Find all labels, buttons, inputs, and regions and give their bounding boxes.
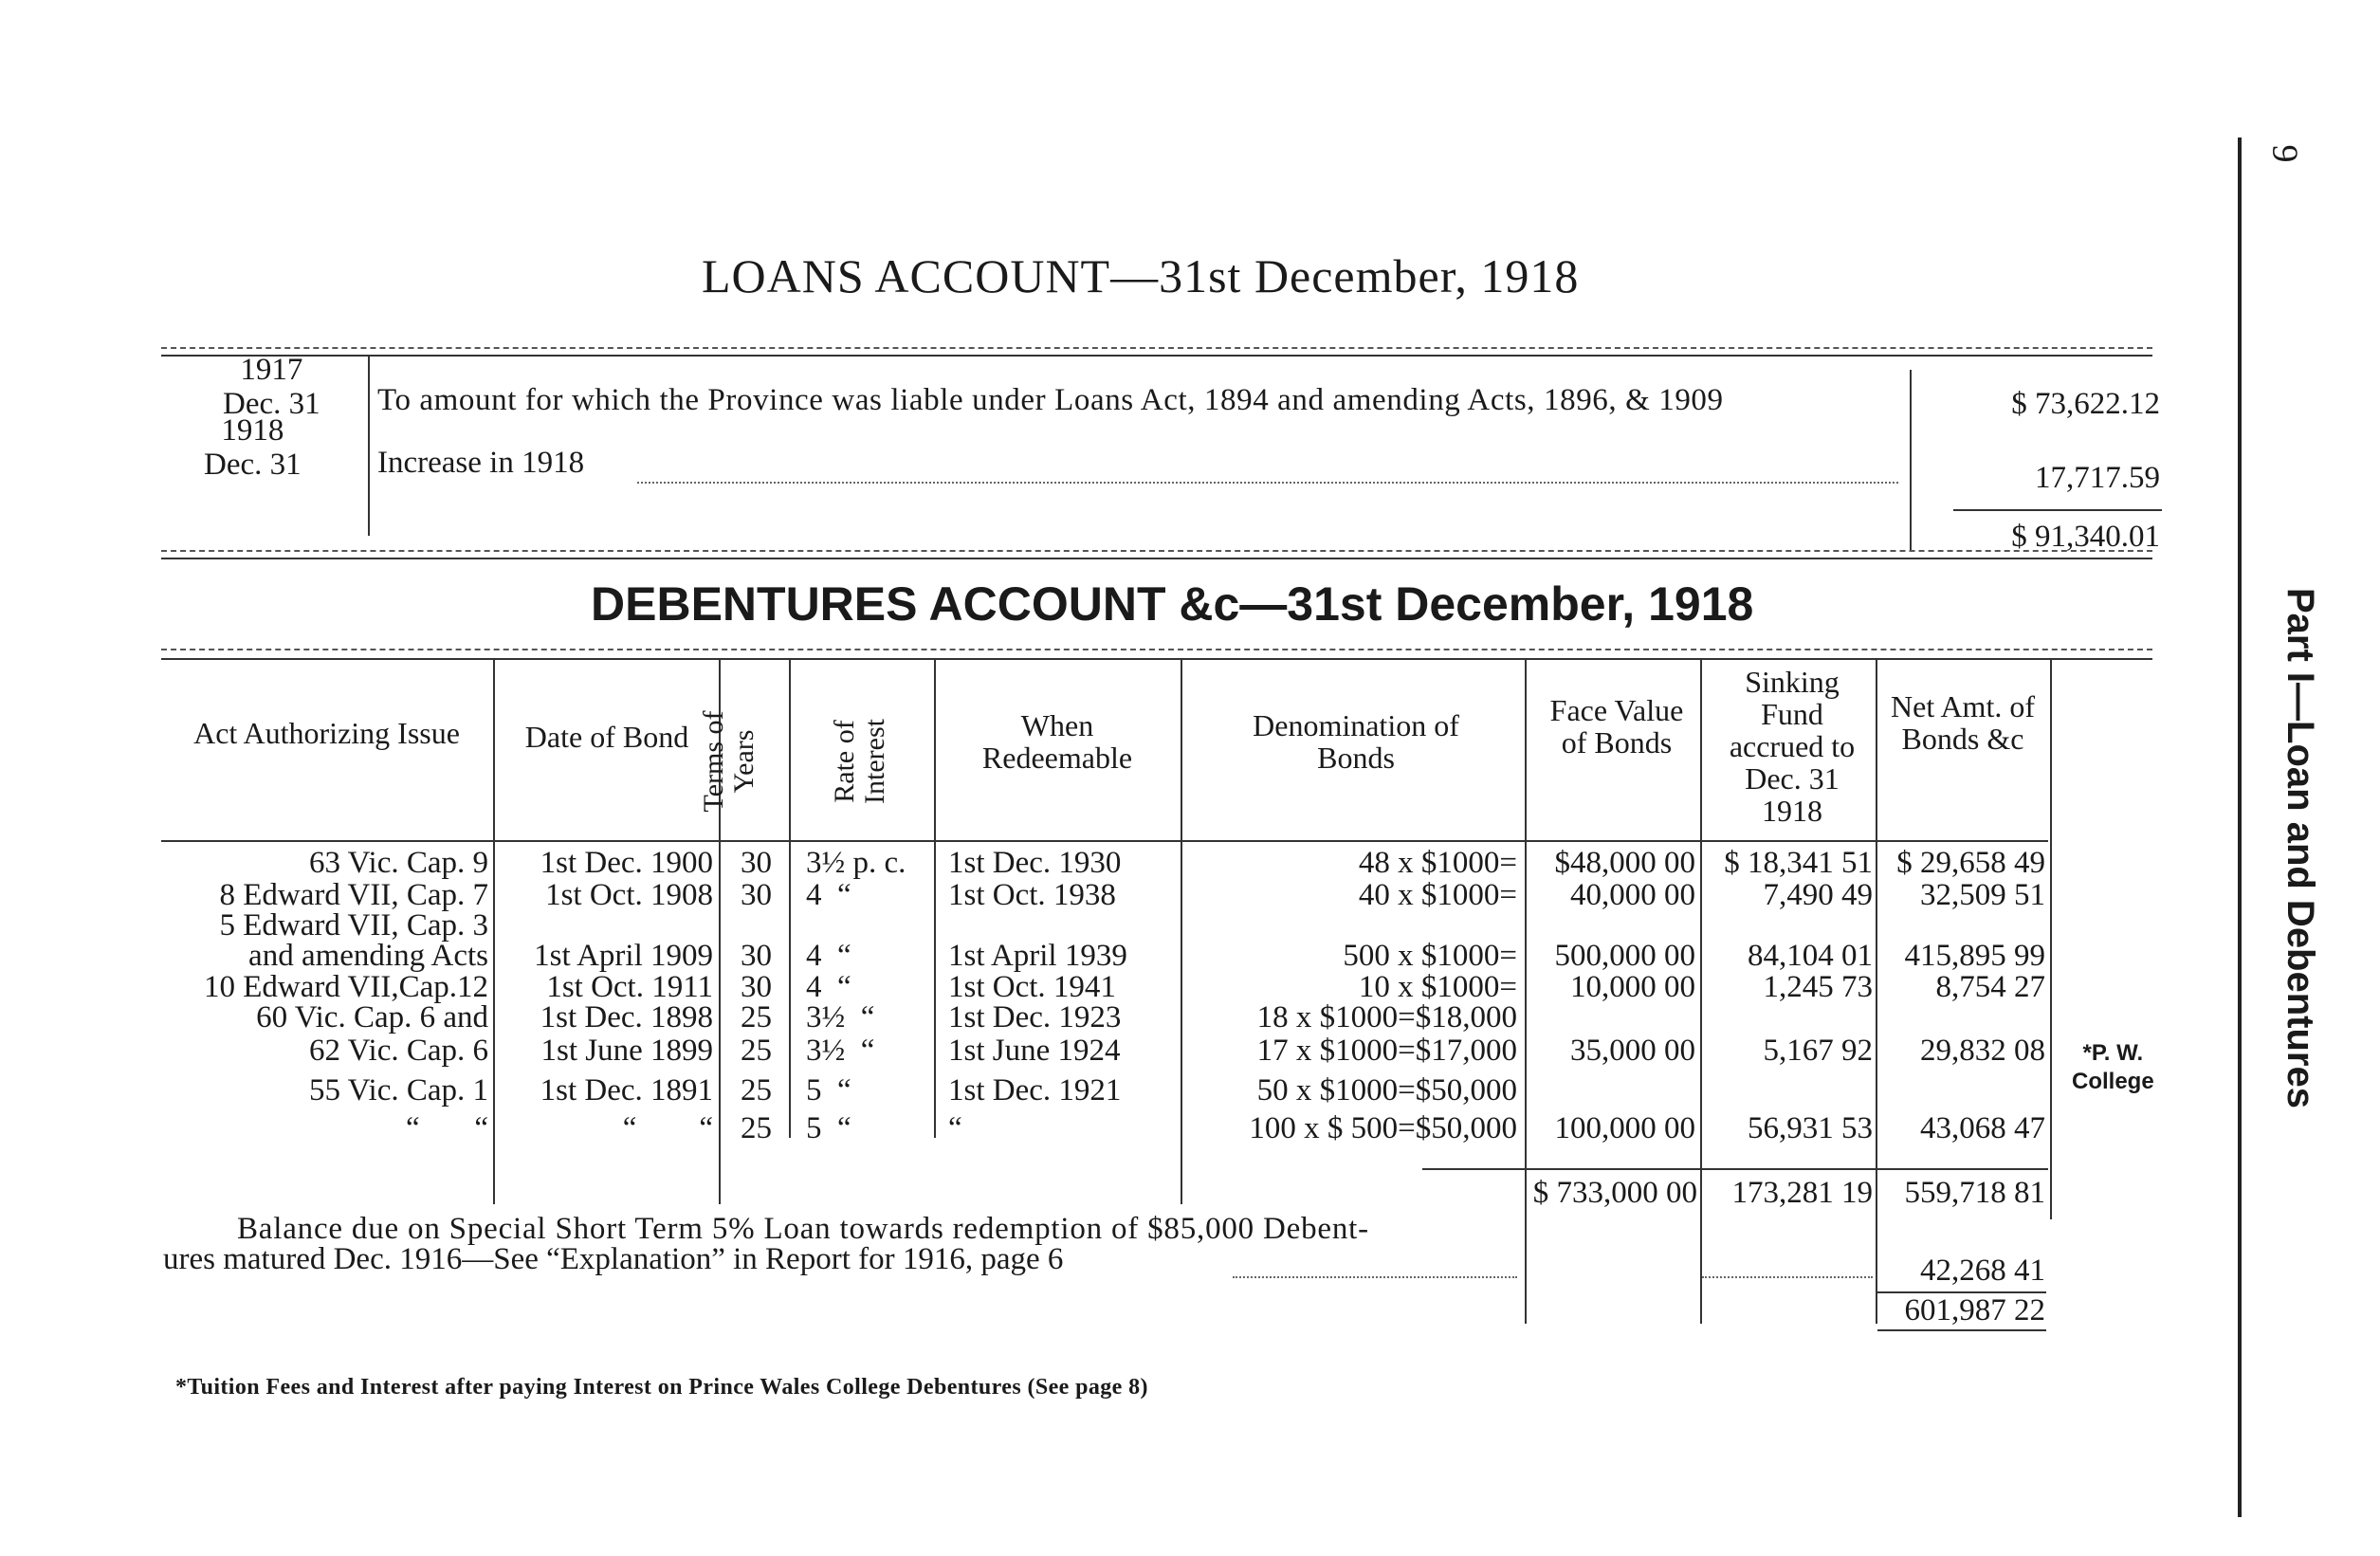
row-8-act: 55 Vic. Cap. 1: [309, 1073, 488, 1108]
row-7-net: 29,832 08: [1920, 1034, 2045, 1068]
row-5-terms: 30: [741, 970, 772, 1004]
row-1-face: $48,000 00: [1554, 846, 1695, 880]
row-7-when: 1st June 1924: [948, 1034, 1121, 1068]
header-face: Face Value of Bonds: [1549, 693, 1684, 760]
page-margin-rule: [2238, 137, 2242, 1517]
grand-total-underline: [1877, 1329, 2046, 1331]
loans-date-1918: 1918 Dec. 31: [204, 413, 302, 482]
row-9-sinking: 56,931 53: [1748, 1111, 1873, 1145]
loans-row-2-leader: [637, 482, 1898, 484]
side-note-pw-college: *P. W. College: [2072, 1040, 2154, 1094]
row-7-sinking: 5,167 92: [1763, 1034, 1873, 1068]
debentures-top-rule: [161, 649, 2152, 650]
row-4-rate: 4 “: [806, 939, 851, 973]
row-9-when: “: [948, 1111, 962, 1145]
row-2-when: 1st Oct. 1938: [948, 878, 1116, 912]
row-5-net: 8,754 27: [1935, 970, 2045, 1004]
debentures-title: DEBENTURES ACCOUNT &c—31st December, 1918: [591, 577, 1754, 631]
header-sinking: Sinking Fund accrued to Dec. 31 1918: [1729, 665, 1856, 828]
balance-text-2: ures matured Dec. 1916—See “Explanation” in Report for 1916, page 6: [163, 1242, 1064, 1276]
row-2-net: 32,509 51: [1920, 878, 2045, 912]
row-4-when: 1st April 1939: [948, 939, 1127, 973]
row-1-when: 1st Dec. 1930: [948, 846, 1122, 880]
row-4-terms: 30: [741, 939, 772, 973]
row-4-act: and amending Acts: [248, 939, 488, 973]
balance-leader-2: [1702, 1276, 1873, 1278]
row-6-rate: 3½ “: [806, 1000, 875, 1034]
row-7-face: 35,000 00: [1570, 1034, 1695, 1068]
row-5-sinking: 1,245 73: [1763, 970, 1873, 1004]
row-9-terms: 25: [741, 1111, 772, 1145]
total-net: 559,718 81: [1904, 1176, 2045, 1210]
loans-total: $ 91,340.01: [2011, 520, 2160, 554]
footnote: *Tuition Fees and Interest after paying Interest on Prince Wales College Debentures (See page 8): [175, 1375, 1148, 1400]
header-act: Act Authorizing Issue: [193, 716, 460, 750]
row-4-date: 1st April 1909: [534, 939, 713, 973]
row-5-face: 10,000 00: [1570, 970, 1695, 1004]
balance-leader: [1233, 1276, 1517, 1278]
page-number: 9: [2264, 144, 2305, 163]
header-rate-text: Rate of Interest: [829, 719, 890, 804]
row-2-rate: 4 “: [806, 878, 851, 912]
balance-text-1: Balance due on Special Short Term 5% Loan towards redemption of $85,000 Debent-: [237, 1212, 1369, 1246]
row-6-when: 1st Dec. 1923: [948, 1000, 1122, 1034]
row-7-rate: 3½ “: [806, 1034, 875, 1068]
header-rate: [830, 667, 892, 856]
row-6-denom: 18 x $1000=$18,000: [1256, 1000, 1517, 1034]
col-divider-face: [1700, 660, 1702, 1324]
header-terms-text: Terms of Years: [698, 710, 760, 813]
row-5-rate: 4 “: [806, 970, 851, 1004]
row-5-when: 1st Oct. 1941: [948, 970, 1116, 1004]
debentures-header-rule: [161, 840, 2048, 842]
row-2-date: 1st Oct. 1908: [545, 878, 713, 912]
row-6-terms: 25: [741, 1000, 772, 1034]
row-6-act: 60 Vic. Cap. 6 and: [256, 1000, 488, 1034]
row-5-denom: 10 x $1000=: [1358, 970, 1517, 1004]
col-divider-terms: [789, 660, 791, 1138]
row-9-act: “ “: [405, 1111, 488, 1145]
header-date: Date of Bond: [524, 720, 689, 754]
row-1-act: 63 Vic. Cap. 9: [309, 846, 488, 880]
loans-bottom-rule: [161, 550, 2152, 552]
row-1-terms: 30: [741, 846, 772, 880]
header-when: When Redeemable: [981, 708, 1133, 775]
loans-row-1-desc: To amount for which the Province was liable under Loans Act, 1894 and amending Acts, 1896, & 1909: [377, 383, 1724, 417]
loans-top-rule: [161, 347, 2152, 349]
row-9-net: 43,068 47: [1920, 1111, 2045, 1145]
row-8-denom: 50 x $1000=$50,000: [1256, 1073, 1517, 1108]
loans-top-rule-2: [161, 355, 2152, 357]
col-divider-when: [1181, 660, 1182, 1204]
loans-date-divider: [368, 356, 370, 536]
total-sinking: 173,281 19: [1731, 1176, 1873, 1210]
row-5-act: 10 Edward VII,Cap.12: [204, 970, 488, 1004]
row-7-date: 1st June 1899: [540, 1034, 713, 1068]
row-5-date: 1st Oct. 1911: [546, 970, 713, 1004]
row-8-rate: 5 “: [806, 1073, 851, 1108]
row-6-date: 1st Dec. 1898: [540, 1000, 713, 1034]
loans-row-2-amount: 17,717.59: [2035, 461, 2160, 495]
balance-amount: 42,268 41: [1920, 1254, 2045, 1288]
loans-bottom-rule-2: [161, 558, 2152, 559]
row-9-face: 100,000 00: [1554, 1111, 1695, 1145]
row-1-denom: 48 x $1000=: [1358, 846, 1517, 880]
col-divider-net: [2050, 660, 2052, 1219]
totals-rule: [1422, 1168, 2048, 1170]
row-4-sinking: 84,104 01: [1748, 939, 1873, 973]
row-4-denom: 500 x $1000=: [1343, 939, 1517, 973]
total-face: $ 733,000 00: [1532, 1176, 1697, 1210]
row-4-face: 500,000 00: [1554, 939, 1695, 973]
row-2-act: 8 Edward VII, Cap. 7: [219, 878, 488, 912]
row-4-net: 415,895 99: [1904, 939, 2045, 973]
loans-date-1917: 1917 Dec. 31: [223, 353, 320, 421]
row-1-date: 1st Dec. 1900: [540, 846, 713, 880]
col-divider-sinking: [1876, 660, 1877, 1324]
header-denom: Denomination of Bonds: [1253, 708, 1459, 775]
row-2-face: 40,000 00: [1570, 878, 1695, 912]
row-7-terms: 25: [741, 1034, 772, 1068]
row-8-date: 1st Dec. 1891: [540, 1073, 713, 1108]
debentures-top-rule-2: [161, 658, 2152, 660]
row-2-terms: 30: [741, 878, 772, 912]
side-title: Part I—Loan and Debentures: [2279, 588, 2321, 1108]
row-2-denom: 40 x $1000=: [1358, 878, 1517, 912]
row-9-rate: 5 “: [806, 1111, 851, 1145]
header-terms: [699, 667, 761, 856]
loans-subtotal-rule: [1953, 509, 2162, 511]
col-divider-act: [493, 660, 495, 1204]
row-8-terms: 25: [741, 1073, 772, 1108]
header-net: Net Amt. of Bonds &c: [1891, 689, 2035, 756]
row-1-net: $ 29,658 49: [1896, 846, 2045, 880]
loans-row-1-amount: $ 73,622.12: [2011, 387, 2160, 421]
row-7-act: 62 Vic. Cap. 6: [309, 1034, 488, 1068]
row-3-act: 5 Edward VII, Cap. 3: [219, 908, 488, 943]
loans-amount-divider: [1910, 370, 1912, 550]
row-1-sinking: $ 18,341 51: [1724, 846, 1873, 880]
row-2-sinking: 7,490 49: [1763, 878, 1873, 912]
row-9-denom: 100 x $ 500=$50,000: [1249, 1111, 1517, 1145]
col-divider-rate: [934, 660, 936, 1138]
grand-total: 601,987 22: [1904, 1293, 2045, 1327]
loans-row-2-desc: Increase in 1918: [377, 446, 585, 480]
row-9-date: “ “: [622, 1111, 713, 1145]
row-8-when: 1st Dec. 1921: [948, 1073, 1122, 1108]
row-1-rate: 3½ p. c.: [806, 846, 906, 880]
loans-title: LOANS ACCOUNT—31st December, 1918: [702, 249, 1580, 302]
row-7-denom: 17 x $1000=$17,000: [1256, 1034, 1517, 1068]
